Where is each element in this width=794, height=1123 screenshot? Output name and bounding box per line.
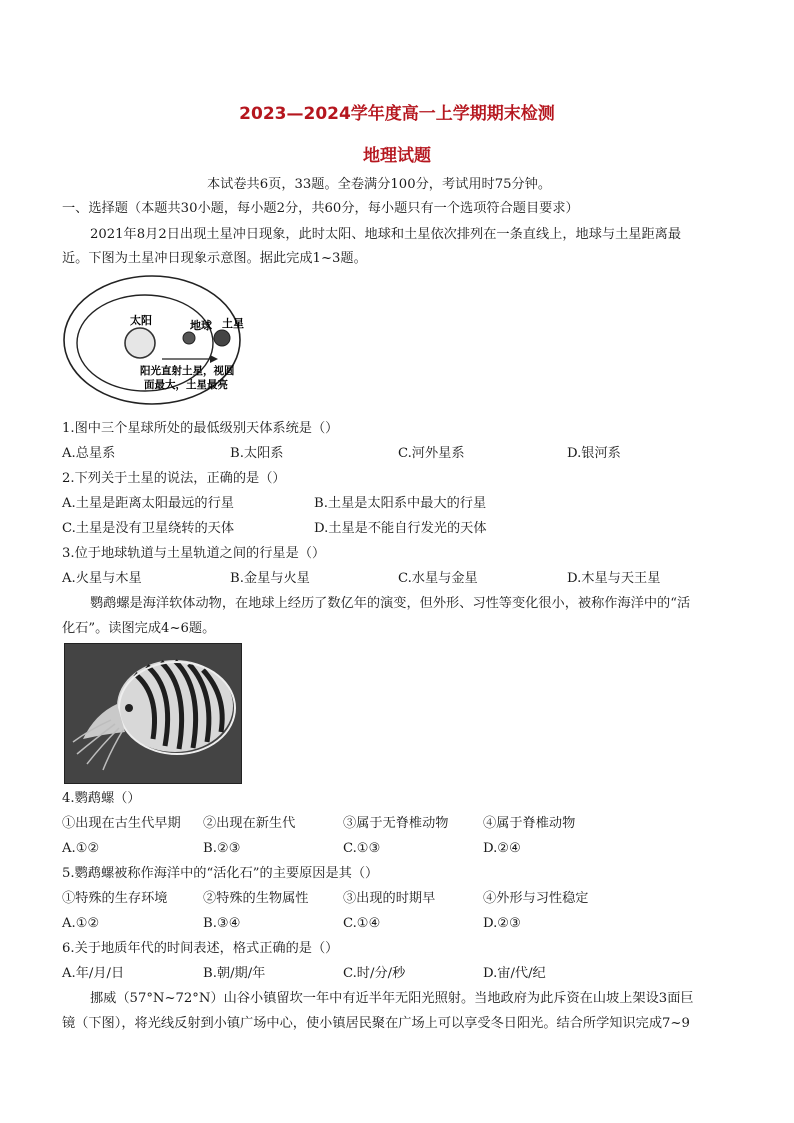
sun-label: 太阳 [130, 314, 152, 327]
q4-statement-3: ③属于无脊椎动物 [343, 816, 449, 831]
q1-stem: 1.图中三个星球所处的最低级别天体系统是（） [62, 421, 339, 436]
q5-option-d[interactable]: D.②③ [483, 916, 521, 931]
q2-stem: 2.下列关于土星的说法，正确的是（） [62, 471, 286, 486]
figure-caption-line2: 面最大，土星最亮 [144, 379, 228, 391]
q5-statement-4: ④外形与习性稳定 [483, 891, 589, 906]
passage1-line2: 近。下图为土星冲日现象示意图。据此完成1~3题。 [62, 251, 367, 266]
section-heading: 一、选择题（本题共30小题，每小题2分，共60分，每小题只有一个选项符合题目要求） [62, 201, 579, 216]
arrow-head-icon [210, 355, 218, 363]
q3-option-a[interactable]: A.火星与木星 [62, 571, 142, 586]
q6-stem: 6.关于地质年代的时间表述，格式正确的是（） [62, 941, 339, 956]
passage2-line2: 化石”。读图完成4~6题。 [62, 621, 216, 636]
q4-stem: 4.鹦鹉螺（） [62, 791, 141, 806]
q2-option-b[interactable]: B.土星是太阳系中最大的行星 [314, 496, 487, 511]
sun-icon [125, 328, 155, 358]
q3-option-b[interactable]: B.金星与火星 [230, 571, 310, 586]
passage3-line1: 挪威（57°N~72°N）山谷小镇留坎一年中有近半年无阳光照射。当地政府为此斥资在山坡上架设3面巨 [90, 991, 694, 1006]
q4-option-c[interactable]: C.①③ [343, 841, 381, 856]
q1-option-b[interactable]: B.太阳系 [230, 446, 284, 461]
q5-statement-1: ①特殊的生存环境 [62, 891, 168, 906]
saturn-label: 土星 [222, 317, 244, 330]
q5-stem: 5.鹦鹉螺被称作海洋中的“活化石”的主要原因是其（） [62, 866, 379, 881]
figure-caption-line1: 阳光直射土星，视圆 [140, 365, 235, 377]
nautilus-photo [64, 643, 242, 784]
q6-option-c[interactable]: C.时/分/秒 [343, 966, 406, 981]
passage1-line1: 2021年8月2日出现土星冲日现象，此时太阳、地球和土星依次排列在一条直线上，地球与土星距离最 [90, 227, 682, 242]
q6-option-a[interactable]: A.年/月/日 [62, 966, 125, 981]
q2-option-d[interactable]: D.土星是不能自行发光的天体 [314, 521, 487, 536]
q1-option-c[interactable]: C.河外星系 [398, 446, 465, 461]
q6-option-b[interactable]: B.朝/期/年 [203, 966, 266, 981]
q5-statement-3: ③出现的时期早 [343, 891, 436, 906]
exam-info: 本试卷共6页，33题。全卷满分100分，考试用时75分钟。 [207, 177, 552, 192]
q3-option-d[interactable]: D.木星与天王星 [567, 571, 661, 586]
q5-option-b[interactable]: B.③④ [203, 916, 241, 931]
q5-statement-2: ②特殊的生物属性 [203, 891, 309, 906]
nautilus-icon [65, 644, 241, 783]
q3-option-c[interactable]: C.水星与金星 [398, 571, 478, 586]
q4-option-b[interactable]: B.②③ [203, 841, 241, 856]
earth-icon [183, 332, 195, 344]
q4-statement-4: ④属于脊椎动物 [483, 816, 576, 831]
q5-option-c[interactable]: C.①④ [343, 916, 381, 931]
q4-statement-1: ①出现在古生代早期 [62, 816, 181, 831]
saturn-icon [214, 330, 230, 346]
passage3-line2: 镜（下图），将光线反射到小镇广场中心，使小镇居民聚在广场上可以享受冬日阳光。结合所学知识完成7~9 [62, 1016, 690, 1031]
q2-option-a[interactable]: A.土星是距离太阳最远的行星 [62, 496, 234, 511]
q6-option-d[interactable]: D.宙/代/纪 [483, 966, 546, 981]
q3-stem: 3.位于地球轨道与土星轨道之间的行星是（） [62, 546, 326, 561]
q1-option-a[interactable]: A.总星系 [62, 446, 116, 461]
exam-title: 2023—2024学年度高一上学期期末检测 [239, 104, 555, 124]
q4-option-a[interactable]: A.①② [62, 841, 100, 856]
q4-option-d[interactable]: D.②④ [483, 841, 521, 856]
q5-option-a[interactable]: A.①② [62, 916, 100, 931]
exam-subtitle: 地理试题 [363, 146, 431, 166]
q2-option-c[interactable]: C.土星是没有卫星绕转的天体 [62, 521, 235, 536]
q4-statement-2: ②出现在新生代 [203, 816, 296, 831]
earth-label: 地球 [190, 319, 212, 332]
passage2-line1: 鹦鹉螺是海洋软体动物，在地球上经历了数亿年的演变，但外形、习性等变化很小，被称作海洋中的“活 [90, 596, 691, 611]
saturn-opposition-diagram [62, 273, 262, 405]
q1-option-d[interactable]: D.银河系 [567, 446, 621, 461]
